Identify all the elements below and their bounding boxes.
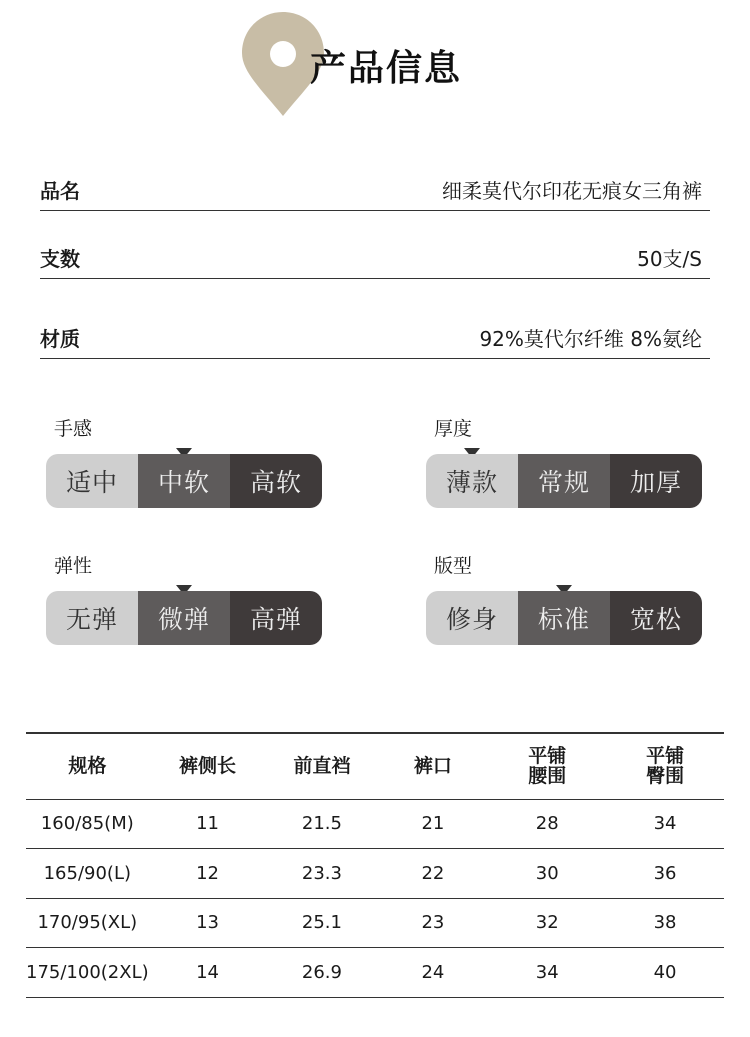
attribute-name: 厚度 [434, 418, 473, 440]
table-header-row [26, 733, 724, 799]
size-table [26, 732, 724, 998]
column-header: 前直裆 [266, 733, 377, 799]
table-cell: 40 [606, 948, 724, 998]
table-cell: 175/100(2XL) [26, 948, 149, 998]
section-header [0, 0, 750, 130]
table-cell: 32 [488, 898, 606, 948]
info-label: 支数 [40, 247, 80, 271]
attribute-thickness [426, 414, 706, 514]
table-row [26, 849, 724, 899]
table-cell: 28 [488, 799, 606, 849]
column-header: 裤口 [377, 733, 488, 799]
attribute-name: 版型 [434, 555, 473, 577]
table-cell: 165/90(L) [26, 849, 149, 899]
table-cell: 12 [149, 849, 267, 899]
info-value: 细柔莫代尔印花无痕女三角裤 [442, 179, 702, 203]
table-cell: 11 [149, 799, 267, 849]
table-cell: 25.1 [266, 898, 377, 948]
table-cell: 21.5 [266, 799, 377, 849]
attribute-scale [46, 454, 322, 508]
attribute-name: 手感 [54, 418, 93, 440]
table-row [26, 948, 724, 998]
attribute-scale [426, 454, 702, 508]
table-row [26, 898, 724, 948]
info-row-name [40, 170, 710, 211]
scale-option: 宽松 [610, 591, 702, 645]
scale-option: 加厚 [610, 454, 702, 508]
info-label: 材质 [40, 327, 80, 351]
info-value: 92%莫代尔纤维 8%氨纶 [479, 327, 702, 351]
attribute-elasticity [46, 551, 326, 651]
column-header: 规格 [26, 733, 149, 799]
scale-option: 薄款 [426, 454, 518, 508]
attribute-hand-feel [46, 414, 326, 514]
info-label: 品名 [40, 179, 80, 203]
table-cell: 22 [377, 849, 488, 899]
table-cell: 23 [377, 898, 488, 948]
table-cell: 34 [606, 799, 724, 849]
table-cell: 21 [377, 799, 488, 849]
attribute-name: 弹性 [54, 555, 93, 577]
info-row-count [40, 238, 710, 279]
info-value: 50支/S [637, 247, 702, 271]
scale-option: 高软 [230, 454, 322, 508]
table-row [26, 799, 724, 849]
scale-option: 微弹 [138, 591, 230, 645]
table-cell: 14 [149, 948, 267, 998]
scale-option: 修身 [426, 591, 518, 645]
table-cell: 34 [488, 948, 606, 998]
scale-option: 中软 [138, 454, 230, 508]
table-cell: 23.3 [266, 849, 377, 899]
table-cell: 38 [606, 898, 724, 948]
table-cell: 13 [149, 898, 267, 948]
page-title: 产品信息 [310, 48, 463, 89]
scale-option: 高弹 [230, 591, 322, 645]
table-cell: 24 [377, 948, 488, 998]
table-cell: 170/95(XL) [26, 898, 149, 948]
scale-option: 适中 [46, 454, 138, 508]
scale-option: 标准 [518, 591, 610, 645]
scale-option: 常规 [518, 454, 610, 508]
table-cell: 36 [606, 849, 724, 899]
column-header: 平铺 臀围 [606, 733, 724, 799]
table-cell: 160/85(M) [26, 799, 149, 849]
scale-option: 无弹 [46, 591, 138, 645]
attribute-fit [426, 551, 706, 651]
attribute-scale [426, 591, 702, 645]
table-cell: 26.9 [266, 948, 377, 998]
column-header: 裤侧长 [149, 733, 267, 799]
table-cell: 30 [488, 849, 606, 899]
attribute-scale [46, 591, 322, 645]
column-header: 平铺 腰围 [488, 733, 606, 799]
info-row-material [40, 318, 710, 359]
